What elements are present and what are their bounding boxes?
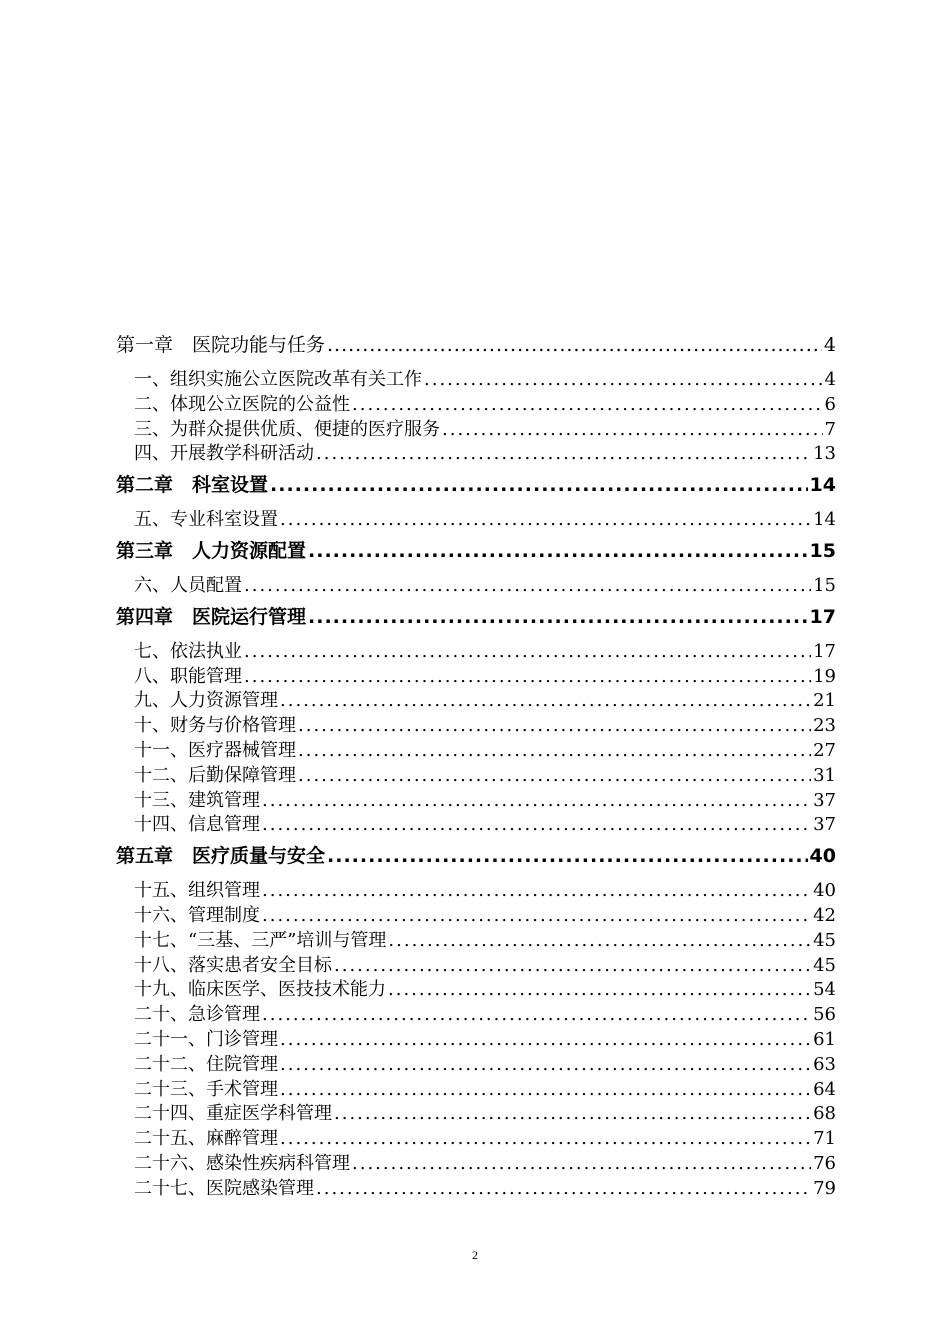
toc-entry-label: 二十三、手术管理 [134,1078,278,1100]
toc-entry-label: 十八、落实患者安全目标 [134,954,332,976]
toc-entry-page: 13 [813,443,836,465]
dot-leader [327,333,822,358]
toc-entry-label: 二十六、感染性疾病科管理 [134,1152,350,1174]
toc-section-entry[interactable] [116,954,836,979]
dot-leader [352,393,823,418]
toc-section-entry[interactable] [116,508,836,533]
toc-entry-label: 九、人力资源管理 [134,690,278,712]
toc-entry-page: 64 [813,1078,836,1100]
toc-entry-label: 十、财务与价格管理 [134,715,296,737]
toc-section-entry[interactable] [116,574,836,599]
toc-entry-label: 第三章 人力资源配置 [116,539,307,562]
toc-section-entry[interactable] [116,1078,836,1103]
toc-section-entry[interactable] [116,1028,836,1053]
dot-leader [327,844,808,869]
toc-entry-label: 二十五、麻醉管理 [134,1128,278,1150]
toc-section-entry[interactable] [116,368,836,393]
dot-leader [262,904,811,929]
toc-section-entry[interactable] [116,1152,836,1177]
toc-entry-label: 二十一、门诊管理 [134,1028,278,1050]
toc-entry-page: 56 [813,1004,836,1026]
toc-entry-label: 八、职能管理 [134,665,242,687]
toc-section-entry[interactable] [116,978,836,1003]
dot-leader [280,1127,811,1152]
toc-section-entry[interactable] [116,1102,836,1127]
toc-chapter-entry[interactable] [116,844,836,869]
toc-entry-label: 十一、医疗器械管理 [134,739,296,761]
dot-leader [262,813,811,838]
toc-entry-label: 二十、急诊管理 [134,1004,260,1026]
toc-section-entry[interactable] [116,1053,836,1078]
dot-leader [262,879,811,904]
toc-entry-page: 21 [813,690,836,712]
toc-entry-page: 4 [824,369,836,390]
toc-chapter-entry[interactable] [116,539,836,564]
toc-entry-page: 68 [813,1103,836,1125]
toc-section-entry[interactable] [116,418,836,443]
dot-leader [298,739,811,764]
toc-entry-page: 27 [813,739,836,761]
toc-entry-label: 第一章 医院功能与任务 [116,334,326,356]
dot-leader [388,929,811,954]
toc-entry-page: 54 [813,979,836,1001]
toc-entry-label: 一、组织实施公立医院改革有关工作 [134,369,422,390]
dot-leader [334,954,811,979]
dot-leader [280,689,811,714]
dot-leader [270,473,808,498]
toc-entry-page: 40 [809,845,836,868]
page-number: 2 [472,1248,478,1262]
toc-chapter-entry[interactable] [116,605,836,630]
toc-entry-label: 十二、后勤保障管理 [134,764,296,786]
toc-section-entry[interactable] [116,739,836,764]
toc-section-entry[interactable] [116,714,836,739]
dot-leader [262,789,811,814]
dot-leader [280,508,811,533]
toc-section-entry[interactable] [116,1003,836,1028]
toc-entry-label: 第二章 科室设置 [116,474,269,497]
toc-entry-label: 四、开展教学科研活动 [134,443,314,465]
toc-entry-label: 二十四、重症医学科管理 [134,1103,332,1125]
toc-entry-page: 76 [813,1152,836,1174]
toc-section-entry[interactable] [116,879,836,904]
toc-section-entry[interactable] [116,929,836,954]
toc-section-entry[interactable] [116,393,836,418]
toc-section-entry[interactable] [116,640,836,665]
toc-entry-label: 十九、临床医学、医技技术能力 [134,979,386,1001]
toc-chapter-entry[interactable] [116,333,836,358]
toc-section-entry[interactable] [116,789,836,814]
toc-entry-page: 14 [813,509,836,531]
dot-leader [280,1053,811,1078]
toc-entry-page: 15 [809,539,836,562]
dot-leader [316,1177,811,1202]
toc-section-entry[interactable] [116,1127,836,1152]
toc-entry-page: 17 [809,605,836,628]
toc-entry-page: 4 [823,334,836,356]
toc-entry-page: 15 [813,574,836,596]
dot-leader [388,978,811,1003]
toc-entry-label: 二十七、医院感染管理 [134,1177,314,1199]
dot-leader [244,640,811,665]
toc-entry-label: 第五章 医疗质量与安全 [116,845,326,868]
toc-entry-page: 19 [813,665,836,687]
toc-entry-page: 45 [813,929,836,951]
toc-entry-label: 十三、建筑管理 [134,789,260,811]
toc-entry-label: 三、为群众提供优质、便捷的医疗服务 [134,418,440,440]
dot-leader [442,418,823,443]
toc-entry-page: 63 [813,1053,836,1075]
toc-chapter-entry[interactable] [116,473,836,498]
toc-entry-page: 42 [813,904,836,926]
toc-entry-label: 第四章 医院运行管理 [116,605,307,628]
toc-entry-label: 二十二、住院管理 [134,1053,278,1075]
toc-entry-label: 七、依法执业 [134,640,242,662]
dot-leader [298,714,811,739]
toc-section-entry[interactable] [116,813,836,838]
toc-entry-page: 79 [813,1177,836,1199]
dot-leader [280,1078,811,1103]
dot-leader [298,764,811,789]
dot-leader [352,1152,811,1177]
dot-leader [244,574,811,599]
toc-entry-label: 十七、“三基、三严”培训与管理 [134,929,387,951]
toc-section-entry[interactable] [116,689,836,714]
dot-leader [244,665,811,690]
toc-entry-page: 71 [813,1128,836,1150]
dot-leader [262,1003,811,1028]
toc-entry-page: 7 [824,418,836,440]
dot-leader [308,539,808,564]
toc-section-entry[interactable] [116,442,836,467]
toc-section-entry[interactable] [116,904,836,929]
table-of-contents [116,333,836,1202]
toc-entry-page: 37 [813,789,836,811]
toc-entry-page: 6 [824,393,836,415]
dot-leader [424,368,823,393]
toc-entry-label: 十四、信息管理 [134,814,260,836]
toc-entry-page: 45 [813,954,836,976]
toc-entry-label: 二、体现公立医院的公益性 [134,393,350,415]
toc-entry-page: 40 [813,880,836,902]
toc-entry-page: 17 [813,640,836,662]
toc-entry-label: 六、人员配置 [134,574,242,596]
toc-entry-page: 31 [813,764,836,786]
toc-section-entry[interactable] [116,665,836,690]
dot-leader [308,605,808,630]
toc-entry-page: 61 [813,1028,836,1050]
toc-entry-label: 十五、组织管理 [134,880,260,902]
toc-entry-page: 37 [813,814,836,836]
toc-entry-label: 十六、管理制度 [134,904,260,926]
toc-entry-label: 五、专业科室设置 [134,509,278,531]
toc-entry-page: 23 [813,715,836,737]
dot-leader [316,442,811,467]
dot-leader [280,1028,811,1053]
toc-section-entry[interactable] [116,764,836,789]
dot-leader [334,1102,811,1127]
toc-entry-page: 14 [809,474,836,497]
toc-section-entry[interactable] [116,1177,836,1202]
